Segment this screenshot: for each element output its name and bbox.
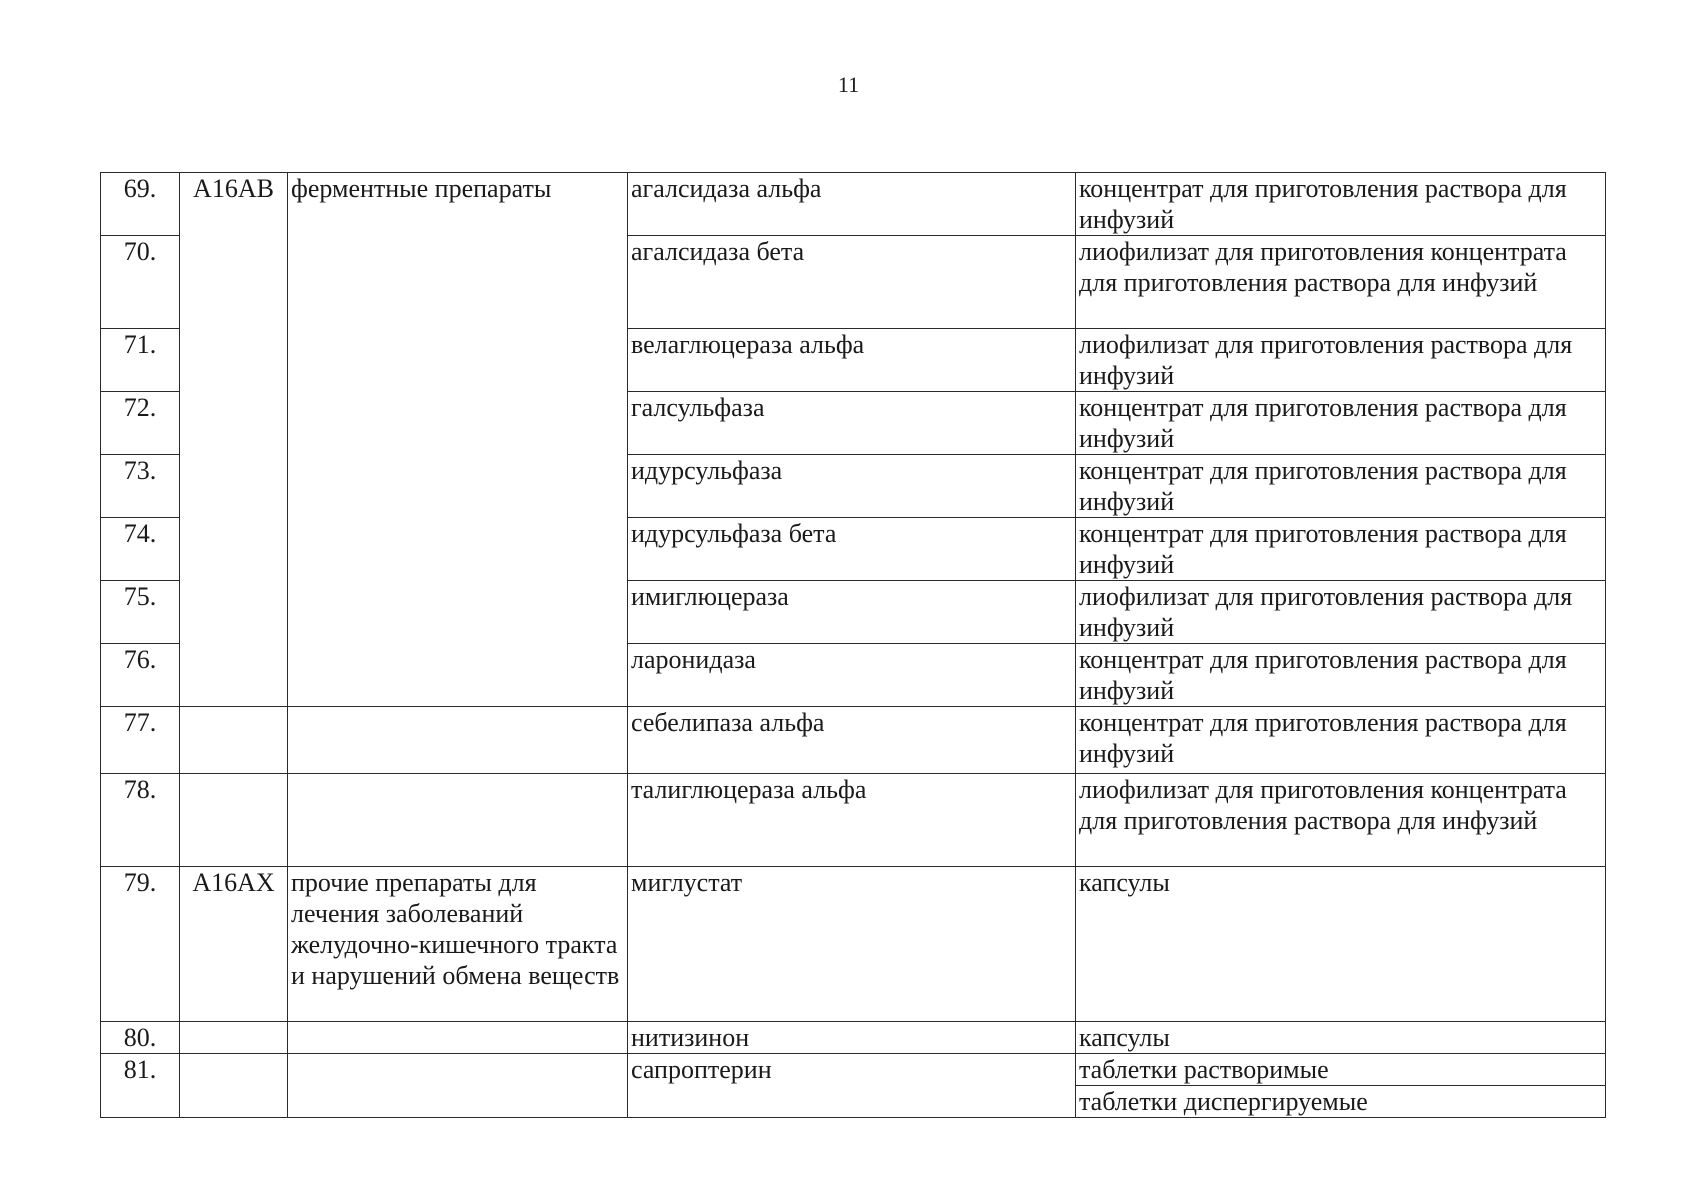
atc-code (180, 774, 288, 867)
dosage-form: концентрат для приготовления раствора для инфузий (1076, 392, 1606, 455)
dosage-form: капсулы (1076, 1022, 1606, 1054)
row-number: 71. (101, 329, 180, 392)
dosage-form: капсулы (1076, 867, 1606, 1022)
row-number: 81. (101, 1054, 180, 1118)
table-row (101, 173, 1606, 236)
dosage-form: концентрат для приготовления раствора для инфузий (1076, 173, 1606, 236)
row-number: 75. (101, 581, 180, 644)
dosage-form: лиофилизат для приготовления концентрата для приготовления раствора для инфузий (1076, 774, 1606, 867)
pharmacological-group: прочие препараты для лечения заболеваний желудочно-кишечного тракта и нарушений обмена веществ (288, 867, 628, 1022)
table-row (101, 774, 1606, 867)
drug-name: велаглюцераза альфа (628, 329, 1076, 392)
dosage-form: лиофилизат для приготовления раствора для инфузий (1076, 329, 1606, 392)
dosage-form: концентрат для приготовления раствора для инфузий (1076, 707, 1606, 774)
table-row (101, 1022, 1606, 1054)
drug-name: сапроптерин (628, 1054, 1076, 1118)
row-number: 70. (101, 236, 180, 329)
row-number: 76. (101, 644, 180, 707)
dosage-form: концентрат для приготовления раствора для инфузий (1076, 518, 1606, 581)
drug-name: агалсидаза бета (628, 236, 1076, 329)
pharmacological-group (288, 707, 628, 774)
table-row (101, 1054, 1606, 1086)
drug-name: ларонидаза (628, 644, 1076, 707)
row-number: 72. (101, 392, 180, 455)
atc-code: A16AX (180, 867, 288, 1022)
pharmacological-group (288, 774, 628, 867)
pharmacological-group: ферментные препараты (288, 173, 628, 707)
dosage-form: концентрат для приготовления раствора для инфузий (1076, 455, 1606, 518)
row-number: 80. (101, 1022, 180, 1054)
row-number: 78. (101, 774, 180, 867)
drug-name: талиглюцераза альфа (628, 774, 1076, 867)
drug-name: идурсульфаза (628, 455, 1076, 518)
atc-code (180, 1022, 288, 1054)
drug-name: миглустат (628, 867, 1076, 1022)
pharmacological-group (288, 1054, 628, 1118)
dosage-form: таблетки растворимые (1076, 1054, 1606, 1086)
atc-code: A16AB (180, 173, 288, 707)
drug-name: себелипаза альфа (628, 707, 1076, 774)
atc-code (180, 707, 288, 774)
dosage-form: лиофилизат для приготовления раствора для инфузий (1076, 581, 1606, 644)
row-number: 77. (101, 707, 180, 774)
drug-name: нитизинон (628, 1022, 1076, 1054)
table-row (101, 867, 1606, 1022)
row-number: 69. (101, 173, 180, 236)
drug-name: идурсульфаза бета (628, 518, 1076, 581)
drug-name: агалсидаза альфа (628, 173, 1076, 236)
row-number: 79. (101, 867, 180, 1022)
pharmacological-group (288, 1022, 628, 1054)
drug-name: галсульфаза (628, 392, 1076, 455)
row-number: 74. (101, 518, 180, 581)
dosage-form: таблетки диспергируемые (1076, 1086, 1606, 1118)
atc-code (180, 1054, 288, 1118)
page-number: 11 (837, 72, 860, 97)
dosage-form: концентрат для приготовления раствора для инфузий (1076, 644, 1606, 707)
drug-table (100, 172, 1606, 1118)
drug-name: имиглюцераза (628, 581, 1076, 644)
row-number: 73. (101, 455, 180, 518)
dosage-form: лиофилизат для приготовления концентрата для приготовления раствора для инфузий (1076, 236, 1606, 329)
table-row (101, 707, 1606, 774)
